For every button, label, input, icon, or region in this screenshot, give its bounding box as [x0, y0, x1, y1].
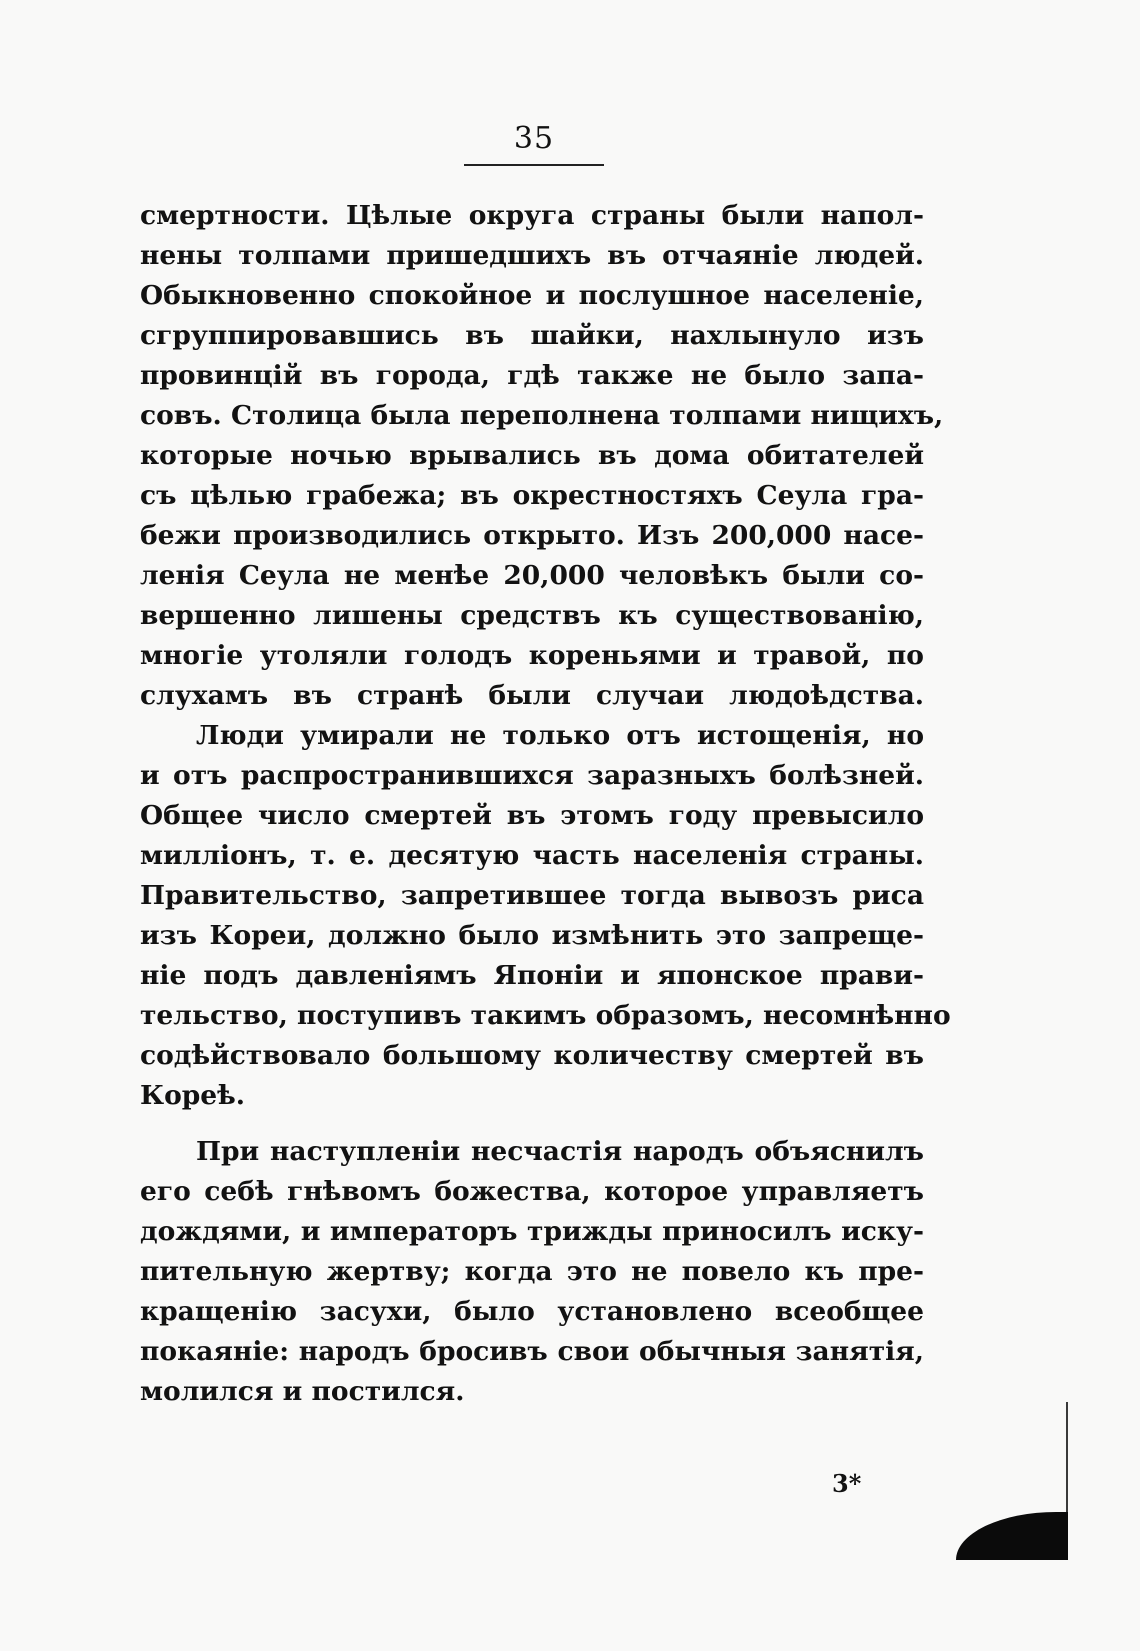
text-line: кращенію засухи, было установлено всеобщее	[140, 1296, 924, 1327]
body-text	[140, 196, 951, 1412]
text-line: бежи производились открыто. Изъ 200,000 насе-	[140, 520, 924, 551]
text-line: Обыкновенно спокойное и послушное населеніе,	[140, 280, 924, 311]
text-line: милліонъ, т. е. десятую часть населенія страны.	[140, 840, 924, 871]
text-line: Общее число смертей въ этомъ году превысило	[140, 800, 924, 831]
text-line: ленія Сеула не менѣе 20,000 человѣкъ были со-	[140, 560, 924, 591]
text-line: содѣйствовало большому количеству смертей въ	[140, 1040, 924, 1071]
text-line: смертности. Цѣлые округа страны были напол-	[140, 200, 924, 231]
text-line: При наступленіи несчастія народъ объяснилъ	[196, 1136, 924, 1167]
text-line: провинцій въ города, гдѣ также не было запа-	[140, 360, 924, 391]
text-line: слухамъ въ странѣ были случаи людоѣдства.	[140, 680, 924, 711]
text-line: Правительство, запретившее тогда вывозъ риса	[140, 880, 924, 911]
text-line: многіе утоляли голодъ кореньями и травой, по	[140, 640, 924, 671]
text-line: и отъ распространившихся заразныхъ болѣзней.	[140, 760, 924, 791]
text-line: изъ Кореи, должно было измѣнить это запреще-	[140, 920, 924, 951]
paragraph-3	[140, 1132, 924, 1412]
text-line: вершенно лишены средствъ къ существованію,	[140, 600, 924, 631]
text-line: ніе подъ давленіямъ Японіи и японское прави-	[140, 960, 924, 991]
page-number: 35	[513, 121, 555, 156]
text-line: Кореѣ.	[140, 1080, 246, 1111]
text-line: тельство, поступивъ такимъ образомъ, несомнѣнно	[140, 1000, 951, 1031]
paragraph-2	[140, 716, 951, 1116]
text-line: его себѣ гнѣвомъ божества, которое управляетъ	[140, 1176, 924, 1207]
text-line: покаяніе: народъ бросивъ свои обычныя занятія,	[140, 1336, 924, 1367]
text-line: которые ночью врывались въ дома обитателей	[140, 440, 924, 471]
signature-mark: 3*	[832, 1469, 862, 1498]
paragraph-gap	[140, 1116, 924, 1132]
text-line: сгруппировавшись въ шайки, нахлынуло изъ	[140, 320, 924, 351]
scan-edge-mark	[956, 1512, 1068, 1560]
text-line: пительную жертву; когда это не повело къ пре-	[140, 1256, 924, 1287]
paragraph-1	[140, 196, 944, 716]
text-line: дождями, и императоръ трижды приносилъ иску-	[140, 1216, 924, 1247]
text-line: нены толпами пришедшихъ въ отчаяніе людей.	[140, 240, 924, 271]
text-line: совъ. Столица была переполнена толпами нищихъ,	[140, 400, 944, 431]
page-number-rule	[464, 164, 604, 166]
text-line: молился и постился.	[140, 1376, 465, 1407]
text-line: съ цѣлью грабежа; въ окрестностяхъ Сеула гра-	[140, 480, 924, 511]
text-line: Люди умирали не только отъ истощенія, но	[196, 720, 924, 751]
